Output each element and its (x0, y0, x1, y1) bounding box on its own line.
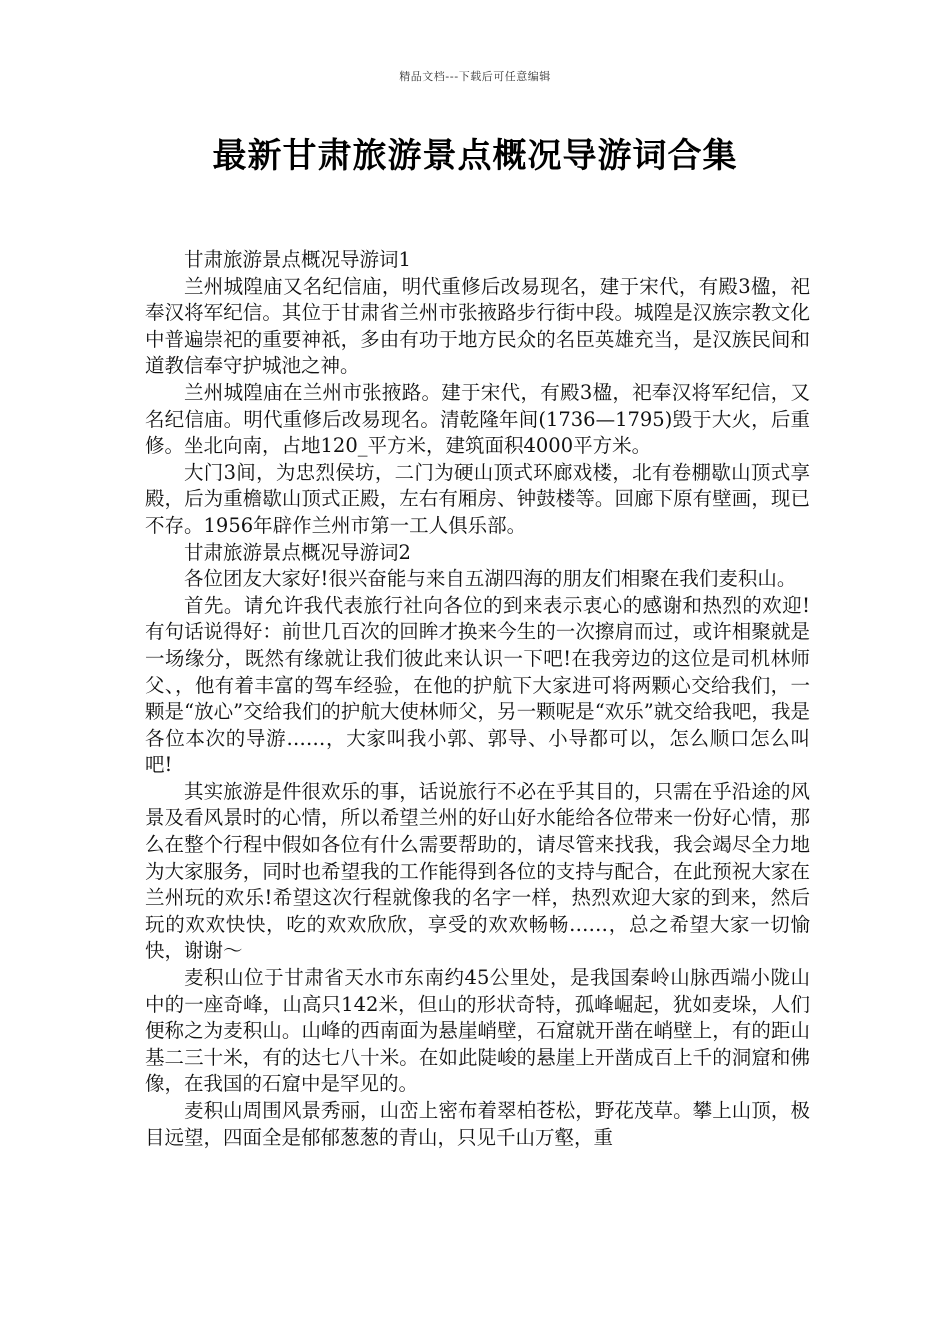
body-paragraph: 大门3间，为忠烈侯坊，二门为硬山顶式环廊戏楼，北有卷棚歇山顶式享殿，后为重檐歇山顶式正殿，左右有厢房、钟鼓楼等。回廊下原有壁画，现已不存。1956年辟作兰州市第一工人俱乐部。 (145, 460, 810, 537)
body-paragraph: 其实旅游是件很欢乐的事，话说旅行不必在乎其目的，只需在乎沿途的风景及看风景时的心情，所以希望兰州的好山好水能给各位带来一份好心情，那么在整个行程中假如各位有什么需要帮助的，请尽管来找我，我会竭尽全力地为大家服务，同时也希望我的工作能得到各位的支持与配合，在此预祝大家在兰州玩的欢乐!希望这次行程就像我的名字一样，热烈欢迎大家的到来，然后玩的欢欢快快，吃的欢欢欣欣，享受的欢欢畅畅……，总之希望大家一切愉快，谢谢～ (145, 779, 810, 963)
body-paragraph: 兰州城隍庙又名纪信庙，明代重修后改易现名，建于宋代，有殿3楹，祀奉汉将军纪信。其位于甘肃省兰州市张掖路步行街中段。城隍是汉族宗教文化中普遍崇祀的重要神祇，多由有功于地方民众的名臣英雄充当，是汉族民间和道教信奉守护城池之神。 (145, 274, 810, 378)
section-heading: 甘肃旅游景点概况导游词1 (184, 248, 411, 271)
body-paragraph: 各位团友大家好!很兴奋能与来自五湖四海的朋友们相聚在我们麦积山。 (184, 567, 797, 591)
body-paragraph: 麦积山周围风景秀丽，山峦上密布着翠柏苍松，野花茂草。攀上山顶，极目远望，四面全是郁郁葱葱的青山，只见千山万壑，重 (145, 1099, 810, 1149)
body-paragraph: 麦积山位于甘肃省天水市东南约45公里处，是我国秦岭山脉西端小陇山中的一座奇峰，山高只142米，但山的形状奇特，孤峰崛起，犹如麦垛，人们便称之为麦积山。山峰的西南面为悬崖峭壁，石窟就开凿在峭壁上，有的距山基二三十米，有的达七八十米。在如此陡峻的悬崖上开凿成百上千的洞窟和佛像，在我国的石窟中是罕见的。 (145, 966, 810, 1096)
body-paragraph: 首先。请允许我代表旅行社向各位的到来表示衷心的感谢和热烈的欢迎!有句话说得好：前世几百次的回眸才换来今生的一次擦肩而过，或许相聚就是一场缘分，既然有缘就让我们彼此来认识一下吧!在我旁边的这位是司机林师父、，他有着丰富的驾车经验，在他的护航下大家进可将两颗心交给我们，一颗是“放心”交给我们的护航大使林师父，另一颗呢是“欢乐”就交给我吧，我是各位本次的导游……，大家叫我小郭、郭导、小导都可以，怎么顺口怎么叫吧! (145, 593, 810, 777)
document-body (145, 247, 810, 1151)
header-note: 精品文档---下载后可任意编辑 (399, 70, 551, 83)
body-paragraph: 兰州城隍庙在兰州市张掖路。建于宋代，有殿3楹，祀奉汉将军纪信，又名纪信庙。明代重修后改易现名。清乾隆年间(1736—1795)毁于大火，后重修。坐北向南，占地120_平方米，建筑面积4000平方米。 (145, 380, 810, 458)
section-heading: 甘肃旅游景点概况导游词2 (184, 540, 411, 564)
page-title: 最新甘肃旅游景点概况导游词合集 (212, 136, 738, 176)
